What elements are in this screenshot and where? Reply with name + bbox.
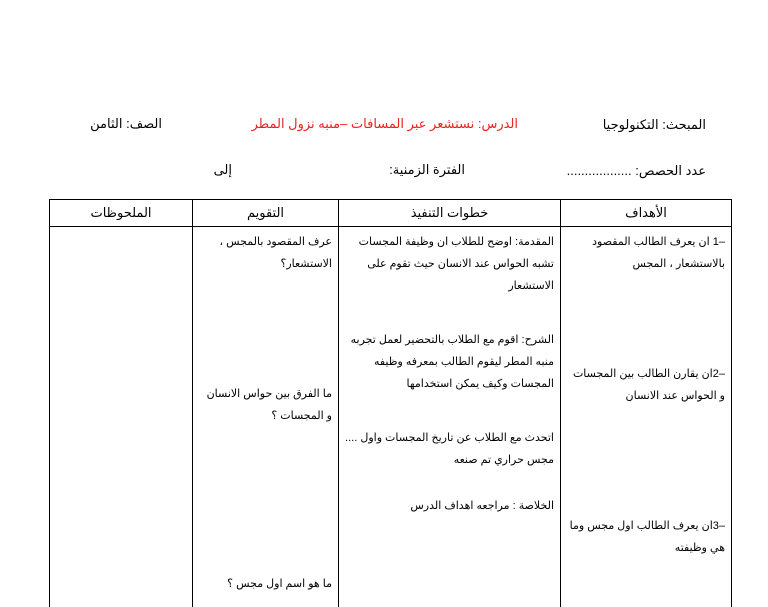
lesson-title: الدرس: نستشعر عبر المسافات –منبه نزول المطر [251, 116, 518, 131]
goal-item-1: –1 ان يعرف الطالب المقصود بالاستشعار ، المجس [592, 236, 725, 270]
to-label: إلى [213, 162, 232, 177]
goal-item-2: –2ان يقارن الطالب بين المجسات و الحواس عند الانسان [572, 368, 725, 402]
period-label: الفترة الزمنية: [389, 162, 465, 177]
notes-cell [50, 227, 193, 607]
evaluation-item-1: عرف المقصود بالمجس ، الاستشعار؟ [219, 236, 332, 270]
evaluation-cell [193, 227, 339, 607]
evaluation-item-2: ما الفرق بين حواس الانسان و المجسات ؟ [206, 388, 332, 422]
header-evaluation: التقويم [193, 200, 339, 227]
step-intro: المقدمة: اوضح للطلاب ان وظيفة المجسات تشبه الحواس عند الانسان حيث تقوم على الاستشعار [358, 236, 554, 292]
subject-label: المبحث: التكنولوجيا [602, 117, 706, 132]
table-row [50, 227, 732, 607]
goal-item-3: –3ان يعرف الطالب اول مجس وما هي وظيفته [569, 520, 725, 554]
grade-label: الصف: الثامن [90, 116, 162, 131]
header-steps: خطوات التنفيذ [339, 200, 561, 227]
evaluation-item-3: ما هو اسم اول مجس ؟ [227, 578, 332, 590]
table-header-row [50, 200, 732, 227]
header-notes: الملحوظات [50, 200, 193, 227]
sessions-label: عدد الحصص: .................. [566, 163, 706, 178]
step-summary: الخلاصة : مراجعه اهداف الدرس [410, 500, 554, 512]
step-explanation: الشرح: اقوم مع الطلاب بالتحضير لعمل تجربه منبه المطر ليقوم الطالب بمعرفه وظيفه المجسات وكيف يمكن استخدامها [350, 334, 554, 390]
step-history: اتحدث مع الطلاب عن تاريخ المجسات واول .... مجس حراري تم صنعه [345, 432, 554, 466]
notes-content [56, 227, 186, 607]
goals-cell [561, 227, 732, 607]
header-goals: الأهداف [561, 200, 732, 227]
lesson-plan-table [49, 199, 732, 607]
steps-cell [339, 227, 561, 607]
